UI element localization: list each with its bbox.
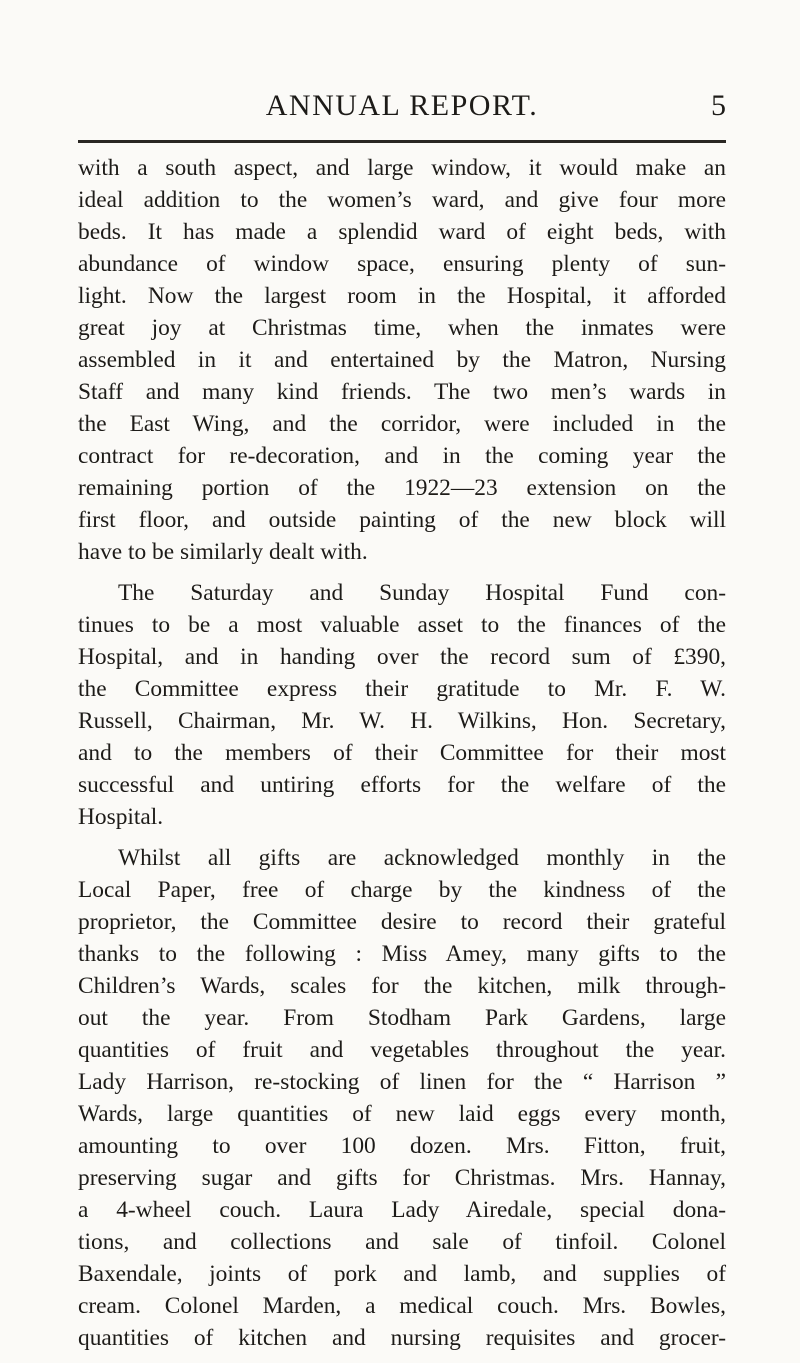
text-line: assembled in it and entertained by the Matron, Nursing	[78, 347, 726, 373]
text-line: out the year. From Stodham Park Gardens, large	[78, 1005, 726, 1031]
text-line: Russell, Chairman, Mr. W. H. Wilkins, Hon. Secretary,	[78, 708, 726, 734]
text-line: cream. Colonel Marden, a medical couch. Mrs. Bowles,	[78, 1293, 726, 1319]
text-line: with a south aspect, and large window, it would make an	[78, 155, 726, 181]
paragraph-3	[78, 842, 726, 1354]
text-line: Staff and many kind friends. The two men’s wards in	[78, 379, 726, 405]
text-line: tinues to be a most valuable asset to the finances of the	[78, 612, 726, 638]
text-line: Lady Harrison, re-stocking of linen for the “ Harrison ”	[78, 1069, 726, 1095]
text-line: have to be similarly dealt with.	[78, 539, 368, 565]
text-line: Baxendale, joints of pork and lamb, and supplies of	[78, 1261, 726, 1287]
text-line: preserving sugar and gifts for Christmas. Mrs. Hannay,	[78, 1165, 726, 1191]
text-line: beds. It has made a splendid ward of eight beds, with	[78, 219, 726, 245]
text-line: contract for re-decoration, and in the coming year the	[78, 443, 726, 469]
text-line: first floor, and outside painting of the new block will	[78, 507, 726, 533]
text-line: thanks to the following : Miss Amey, many gifts to the	[78, 941, 726, 967]
text-line: proprietor, the Committee desire to record their grateful	[78, 909, 726, 935]
running-title: ANNUAL REPORT.	[265, 89, 539, 122]
text-line: and to the members of their Committee for their most	[78, 740, 726, 766]
text-line: remaining portion of the 1922—23 extension on the	[78, 475, 726, 501]
text-line: successful and untiring efforts for the welfare of the	[78, 772, 726, 798]
page-header	[78, 86, 726, 132]
text-line: great joy at Christmas time, when the inmates were	[78, 315, 726, 341]
text-line: abundance of window space, ensuring plenty of sun-	[78, 251, 726, 277]
page-number: 5	[711, 89, 726, 122]
paragraph-2	[78, 577, 726, 833]
text-line: ideal addition to the women’s ward, and give four more	[78, 187, 726, 213]
header-rule	[78, 140, 726, 143]
body-text	[78, 152, 726, 1363]
text-line: the Committee express their gratitude to Mr. F. W.	[78, 676, 726, 702]
text-line: a 4-wheel couch. Laura Lady Airedale, special dona-	[78, 1197, 726, 1223]
text-line: tions, and collections and sale of tinfoil. Colonel	[78, 1229, 726, 1255]
text-line: amounting to over 100 dozen. Mrs. Fitton, fruit,	[78, 1133, 726, 1159]
text-line: the East Wing, and the corridor, were included in the	[78, 411, 726, 437]
text-line: quantities of kitchen and nursing requisites and grocer-	[78, 1325, 726, 1351]
text-line: Hospital.	[78, 804, 164, 830]
text-line: Whilst all gifts are acknowledged monthly in the	[118, 845, 726, 871]
text-line: Local Paper, free of charge by the kindness of the	[78, 877, 726, 903]
text-line: Wards, large quantities of new laid eggs every month,	[78, 1101, 726, 1127]
text-line: Hospital, and in handing over the record sum of £390,	[78, 644, 726, 670]
text-line: quantities of fruit and vegetables throughout the year.	[78, 1037, 726, 1063]
text-line: The Saturday and Sunday Hospital Fund con-	[118, 580, 726, 606]
paragraph-1	[78, 152, 726, 568]
text-line: Children’s Wards, scales for the kitchen, milk through-	[78, 973, 726, 999]
text-line: light. Now the largest room in the Hospital, it afforded	[78, 283, 726, 309]
